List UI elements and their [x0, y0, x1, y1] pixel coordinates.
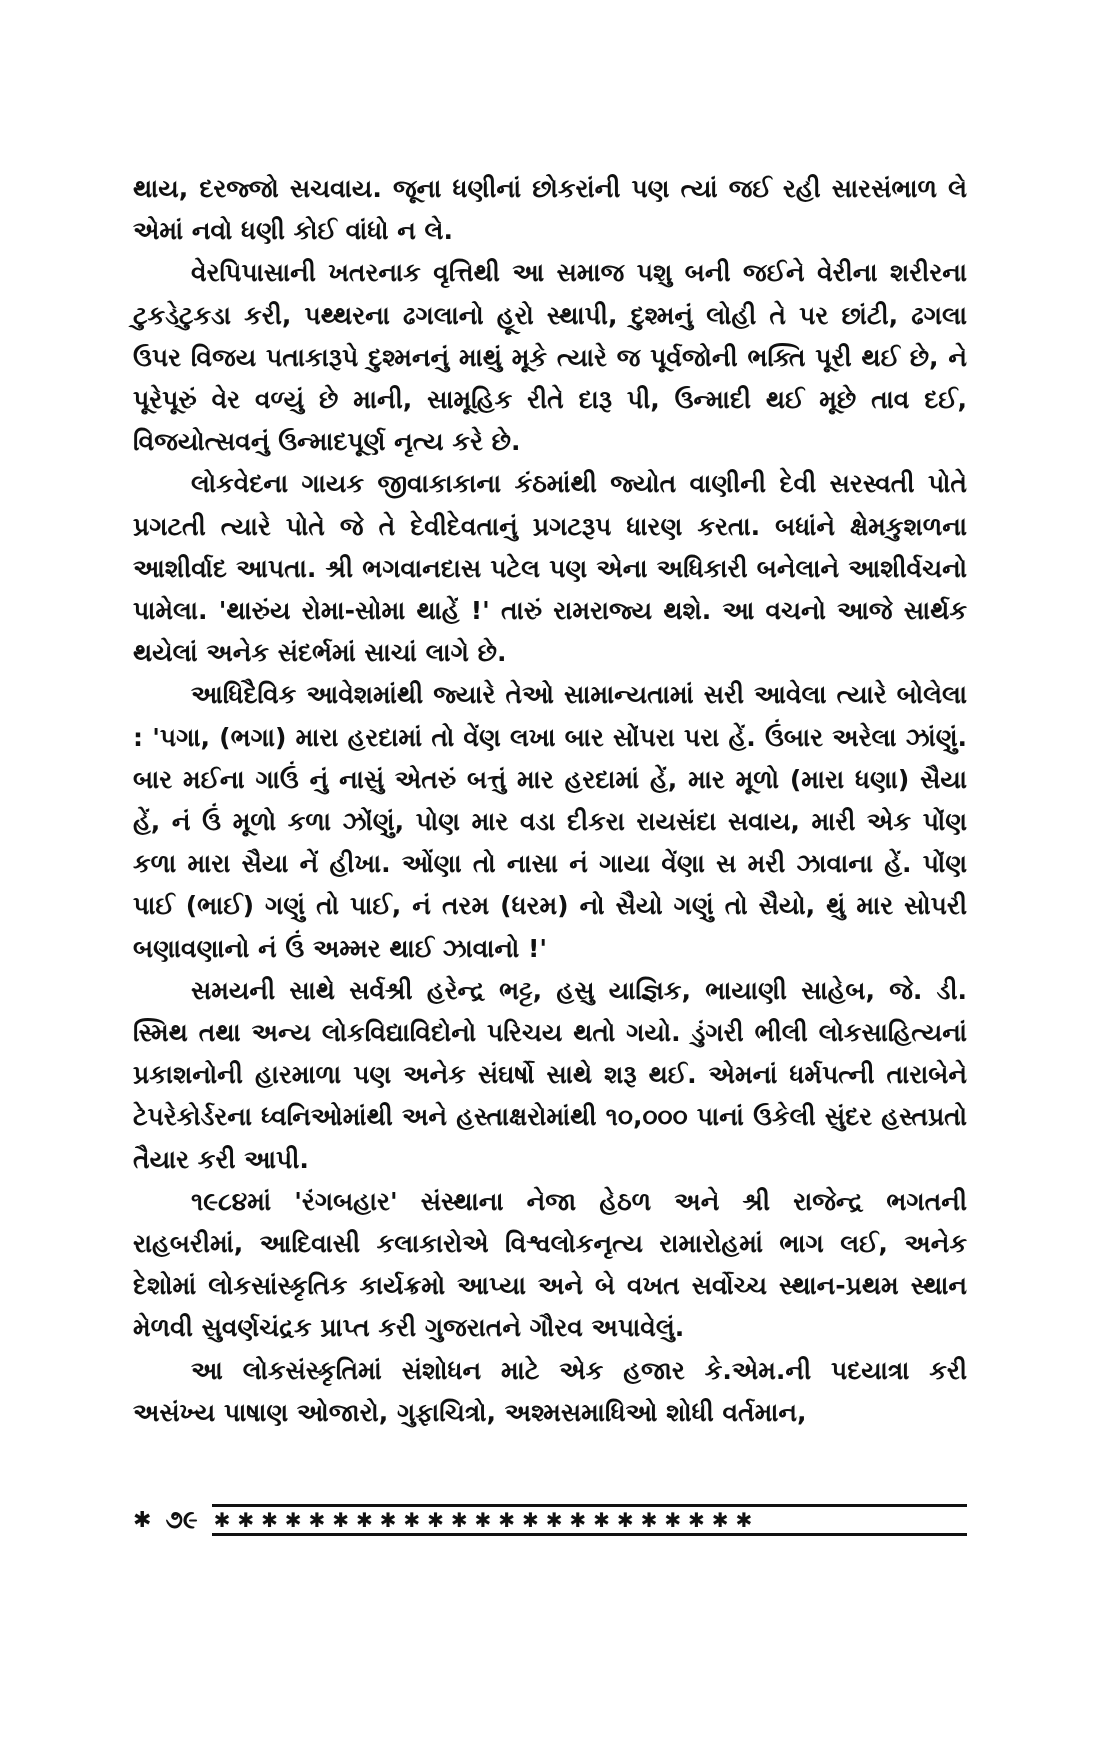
body-text	[133, 168, 967, 1434]
paragraph: આ લોકસંસ્કૃતિમાં સંશોધન માટે એક હજાર કે.એમ.ની પદયાત્રા કરી અસંખ્ય પાષાણ ઓજારો, ગુફાચિત્રો, અશ્મસમાધિઓ શોધી વર્તમાન,	[133, 1355, 967, 1427]
asterisk-icon: ✱	[133, 1507, 152, 1533]
paragraph: વેરપિપાસાની ખતરનાક વૃત્તિથી આ સમાજ પશુ બની જઈને વેરીના શરીરના ટુકડેટુકડા કરી, પથ્થરના ઢગલાનો હૂરો સ્થાપી, દુશ્મનું લોહી તે પર છાંટી, ઢગલા ઉપર વિજય પતાકારૂપે દુશ્મનનું માથું મૂકે ત્યારે જ પૂર્વજોની ભક્તિ પૂરી થઈ છે, ને પૂરેપૂરું વેર વળ્યું છે માની, સામૂહિક રીતે દારૂ પી, ઉન્માદી થઈ મૂછે તાવ દઈ, વિજયોત્સવનું ઉન્માદપૂર્ણ નૃત્ય કરે છે.	[133, 258, 967, 457]
page-number: ૭૯	[165, 1505, 198, 1534]
paragraph-continuation: થાય, દરજ્જો સચવાય. જૂના ધણીનાં છોકરાંની પણ ત્યાં જઈ રહી સારસંભાળ લે એમાં નવો ધણી કોઈ વાંધો ન લે.	[133, 174, 967, 246]
paragraph: સમયની સાથે સર્વશ્રી હરેન્દ્ર ભટ્ટ, હસુ યાજ્ઞિક, ભાયાણી સાહેબ, જે. ડી. સ્મિથ તથા અન્ય લોકવિદ્યાવિદોનો પરિચય થતો ગયો. ડુંગરી ભીલી લોકસાહિત્યનાં પ્રકાશનોની હારમાળા પણ અનેક સંઘર્ષો સાથે શરૂ થઈ. એમનાં ધર્મપત્ની તારાબેને ટેપરેકોર્ડરના ધ્વનિઓમાંથી અને હસ્તાક્ષરોમાંથી ૧૦,૦૦૦ પાનાં ઉકેલી સુંદર હસ્તપ્રતો તૈયાર કરી આપી.	[133, 975, 967, 1174]
decorative-star-rule: ✱ ✱ ✱ ✱ ✱ ✱ ✱ ✱ ✱ ✱ ✱ ✱ ✱ ✱ ✱ ✱ ✱ ✱ ✱ ✱ ✱ ✱ ✱	[212, 1504, 967, 1536]
paragraph: આધિદૈવિક આવેશમાંથી જ્યારે તેઓ સામાન્યતામાં સરી આવેલા ત્યારે બોલેલા : 'પગા, (ભગા) મારા હરદામાં તો વેંણ લખા બાર સોંપરા પરા હેં. ઉંબાર અરેલા ઝાંણું. બાર મઈના ગાઉં નું નાસું એતરું બત્તું માર હરદામાં હેં, માર મૂળો (મારા ધણા) સૈયા હેં, નં ઉં મૂળો કળા ઝોંણું, પોણ માર વડા દીકરા રાયસંદા સવાય, મારી એક પોંણ કળા મારા સૈયા નેં હીખા. ઓંણા તો નાસા નં ગાયા વેંણા સ મરી ઝાવાના હેં. પોંણ પાઈ (ભાઈ) ગણું તો પાઈ, નં તરમ (ધરમ) નો સૈયો ગણું તો સૈયો, થું માર સોપરી બણાવણાનો નં ઉં અમ્મર થાઈ ઝાવાનો !'	[133, 680, 967, 963]
paragraph: ૧૯૮૪માં 'રંગબહાર' સંસ્થાના નેજા હેઠળ અને શ્રી રાજેન્દ્ર ભગતની રાહબરીમાં, આદિવાસી કલાકારોએ વિશ્વલોકનૃત્ય રામારોહમાં ભાગ લઈ, અનેક દેશોમાં લોકસાંસ્કૃતિક કાર્યક્રમો આપ્યા અને બે વખત સર્વોચ્ચ સ્થાન-પ્રથમ સ્થાન મેળવી સુવર્ણચંદ્રક પ્રાપ્ત કરી ગુજરાતને ગૌરવ અપાવેલું.	[133, 1186, 967, 1343]
paragraph: લોકવેદના ગાયક જીવાકાકાના કંઠમાંથી જ્યોત વાણીની દેવી સરસ્વતી પોતે પ્રગટતી ત્યારે પોતે જે તે દેવીદેવતાનું પ્રગટરૂપ ધારણ કરતા. બધાંને ક્ષેમકુશળના આશીર્વાદ આપતા. શ્રી ભગવાનદાસ પટેલ પણ એના અધિકારી બનેલાને આશીર્વચનો પામેલા. 'થારુંય રોમા-સોમા થાહેં !' તારું રામરાજ્ય થશે. આ વચનો આજે સાર્થક થયેલાં અનેક સંદર્ભમાં સાચાં લાગે છે.	[133, 469, 967, 668]
page-footer	[133, 1500, 967, 1540]
